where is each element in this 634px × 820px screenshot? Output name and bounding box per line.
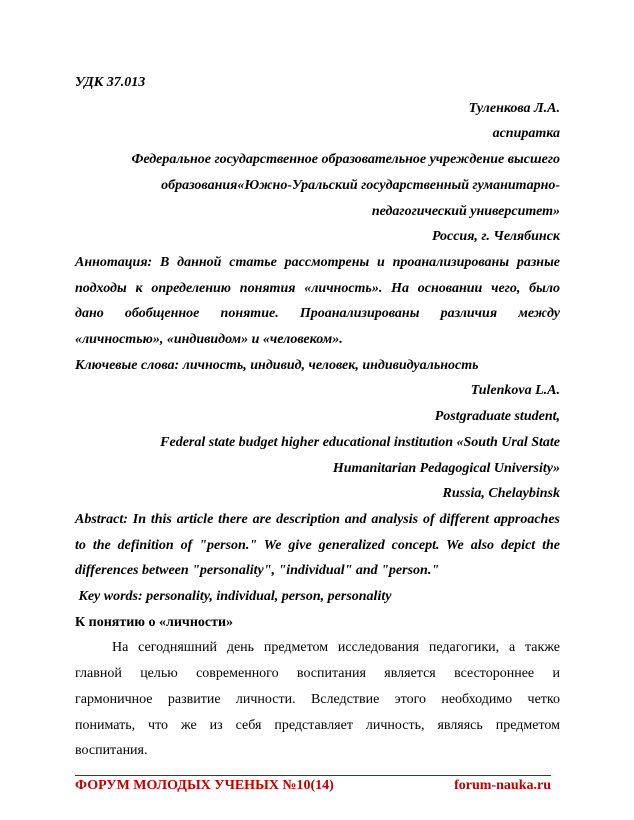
annotation-line: Аннотация: В данной статье рассмотрены и проанализированы разные [75,254,560,270]
author-name-en: Tulenkova L.A. [470,383,560,399]
author-position-ru: аспиратка [492,126,560,142]
author-name-ru: Туленкова Л.А. [468,100,560,116]
abstract-line: differences between "personality", "individual" and "person." [75,563,440,579]
author-position-en: Postgraduate student, [434,409,560,425]
keywords-ru: Ключевые слова: личность, индивид, человек, индивидуальность [75,357,479,373]
body-line: На сегодняшний день предметом исследования педагогики, а также [112,640,560,656]
location-en: Russia, Chelaybinsk [442,486,560,502]
udk-code: УДК 37.013 [75,75,146,90]
journal-website: forum-nauka.ru [454,778,551,793]
institution-line-ru: образования«Южно-Уральский государственный гуманитарно- [161,177,560,193]
location-ru: Россия, г. Челябинск [431,229,560,245]
footer-divider [75,775,551,776]
institution-line-ru: Федеральное государственное образовательное учреждение высшего [131,152,560,168]
institution-line-ru: педагогический университет» [371,203,560,219]
body-line: понимать, что же из себя представляет личность, являясь предметом [75,717,560,733]
body-line: главной целью современного воспитания является всестороннее и [75,666,560,682]
abstract-line: Abstract: In this article there are description and analysis of different approaches [75,511,560,527]
body-paragraph [75,635,560,764]
article-page [75,70,560,764]
body-line: гармоничное развитие личности. Вследствие этого необходимо четко [75,691,560,707]
abstract-line: to the definition of "person." We give generalized concept. We also depict the [75,537,560,553]
annotation-line: подходы к определению понятия «личность». На основании чего, было [75,280,560,296]
annotation-line: «личностью», «индивидом» и «человеком». [75,332,343,348]
keywords-en: Key words: personality, individual, person, personality [75,589,392,605]
journal-title: ФОРУМ МОЛОДЫХ УЧЕНЫХ №10(14) [75,778,334,793]
institution-line-en: Federal state budget higher educational institution «South Ural State [160,434,560,450]
institution-line-en: Humanitarian Pedagogical University» [332,460,560,476]
section-title: К понятию о «личности» [75,614,234,630]
annotation-line: дано обобщенное понятие. Проанализированы различия между [75,306,560,322]
body-line: воспитания. [75,743,148,759]
